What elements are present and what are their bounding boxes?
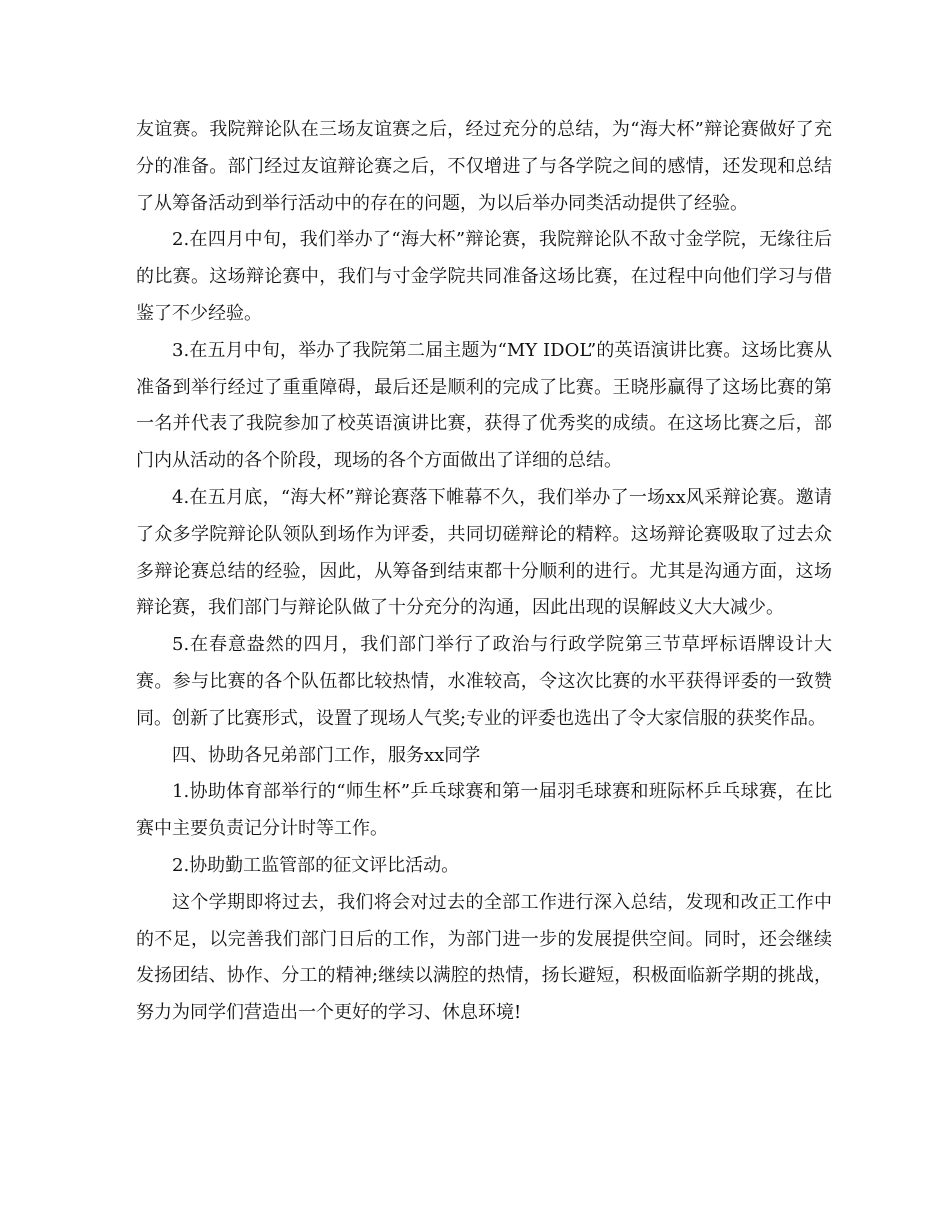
section-heading-4: 四、协助各兄弟部门工作，服务xx同学	[172, 744, 481, 766]
paragraph-item-2: 2.在四月中旬，我们举办了“海大杯”辩论赛，我院辩论队不敌寸金学院，无缘往后的比赛。这场辩论赛中，我们与寸金学院共同准备这场比赛，在过程中向他们学习与借鉴了不少经验。	[136, 229, 832, 324]
paragraph-continuation: 友谊赛。我院辩论队在三场友谊赛之后，经过充分的总结，为“海大杯”辩论赛做好了充分的准备。部门经过友谊辩论赛之后，不仅增进了与各学院之间的感情，还发现和总结了从筹备活动到举行活动中的存在的问题，为以后举办同类活动提供了经验。	[136, 119, 832, 214]
paragraph-item-4: 4.在五月底，“海大杯”辩论赛落下帷幕不久，我们举办了一场xx风采辩论赛。邀请了众多学院辩论队领队到场作为评委，共同切磋辩论的精粹。这场辩论赛吸取了过去众多辩论赛总结的经验，因此，从筹备到结束都十分顺利的进行。尤其是沟通方面，这场辩论赛，我们部门与辩论队做了十分充分的沟通，因此出现的误解歧义大大减少。	[136, 486, 832, 619]
paragraph-subitem-2: 2.协助勤工监管部的征文评比活动。	[172, 854, 460, 876]
paragraph-item-5: 5.在春意盎然的四月，我们部门举行了政治与行政学院第三节草坪标语牌设计大赛。参与比赛的各个队伍都比较热情，水准较高，令这次比赛的水平获得评委的一致赞同。创新了比赛形式，设置了现场人气奖;专业的评委也选出了令大家信服的获奖作品。	[136, 634, 832, 729]
paragraph-item-3: 3.在五月中旬，举办了我院第二届主题为“MY IDOL”的英语演讲比赛。这场比赛从准备到举行经过了重重障碍，最后还是顺利的完成了比赛。王晓彤赢得了这场比赛的第一名并代表了我院参加了校英语演讲比赛，获得了优秀奖的成绩。在这场比赛之后，部门内从活动的各个阶段，现场的各个方面做出了详细的总结。	[136, 339, 832, 472]
paragraph-subitem-1: 1.协助体育部举行的“师生杯”乒乓球赛和第一届羽毛球赛和班际杯乒乓球赛，在比赛中主要负责记分计时等工作。	[136, 781, 832, 840]
paragraph-conclusion: 这个学期即将过去，我们将会对过去的全部工作进行深入总结，发现和改正工作中的不足，以完善我们部门日后的工作，为部门进一步的发展提供空间。同时，还会继续发扬团结、协作、分工的精神;继续以满腔的热情，扬长避短，积极面临新学期的挑战，努力为同学们营造出一个更好的学习、休息环境!	[136, 891, 832, 1024]
